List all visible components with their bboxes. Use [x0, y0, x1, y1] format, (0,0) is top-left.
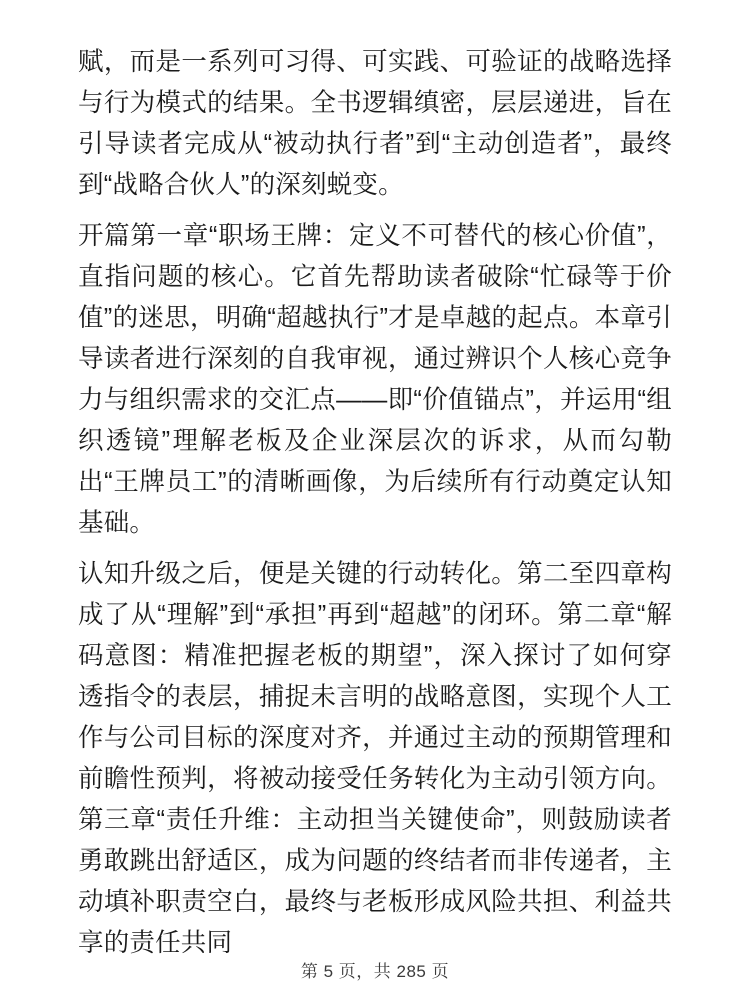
paragraph: 认知升级之后，便是关键的行动转化。第二至四章构成了从“理解”到“承担”再到“超越”的闭环。第二章“解码意图：精准把握老板的期望”，深入探讨了如何穿透指令的表层，捕捉未言明的战略意图，实现个人工作与公司目标的深度对齐，并通过主动的预期管理和前瞻性预判，将被动接受任务转化为主动引领方向。第三章“责任升维：主动担当关键使命”，则鼓励读者勇敢跳出舒适区，成为问题的终结者而非传递者，主动填补职责空白，最终与老板形成风险共担、利益共享的责任共同 [78, 560, 672, 957]
document-body [78, 42, 672, 964]
paragraph: 赋，而是一系列可习得、可实践、可验证的战略选择与行为模式的结果。全书逻辑缜密，层层递进，旨在引导读者完成从“被动执行者”到“主动创造者”，最终到“战略合伙人”的深刻蜕变。 [78, 48, 672, 199]
paragraph: 开篇第一章“职场王牌：定义不可替代的核心价值”，直指问题的核心。它首先帮助读者破除“忙碌等于价值”的迷思，明确“超越执行”才是卓越的起点。本章引导读者进行深刻的自我审视，通过辨识个人核心竞争力与组织需求的交汇点——即“价值锚点”，并运用“组织透镜”理解老板及企业深层次的诉求，从而勾勒出“王牌员工”的清晰画像，为后续所有行动奠定认知基础。 [78, 222, 672, 537]
page-footer: 第 5 页，共 285 页 [300, 962, 450, 981]
